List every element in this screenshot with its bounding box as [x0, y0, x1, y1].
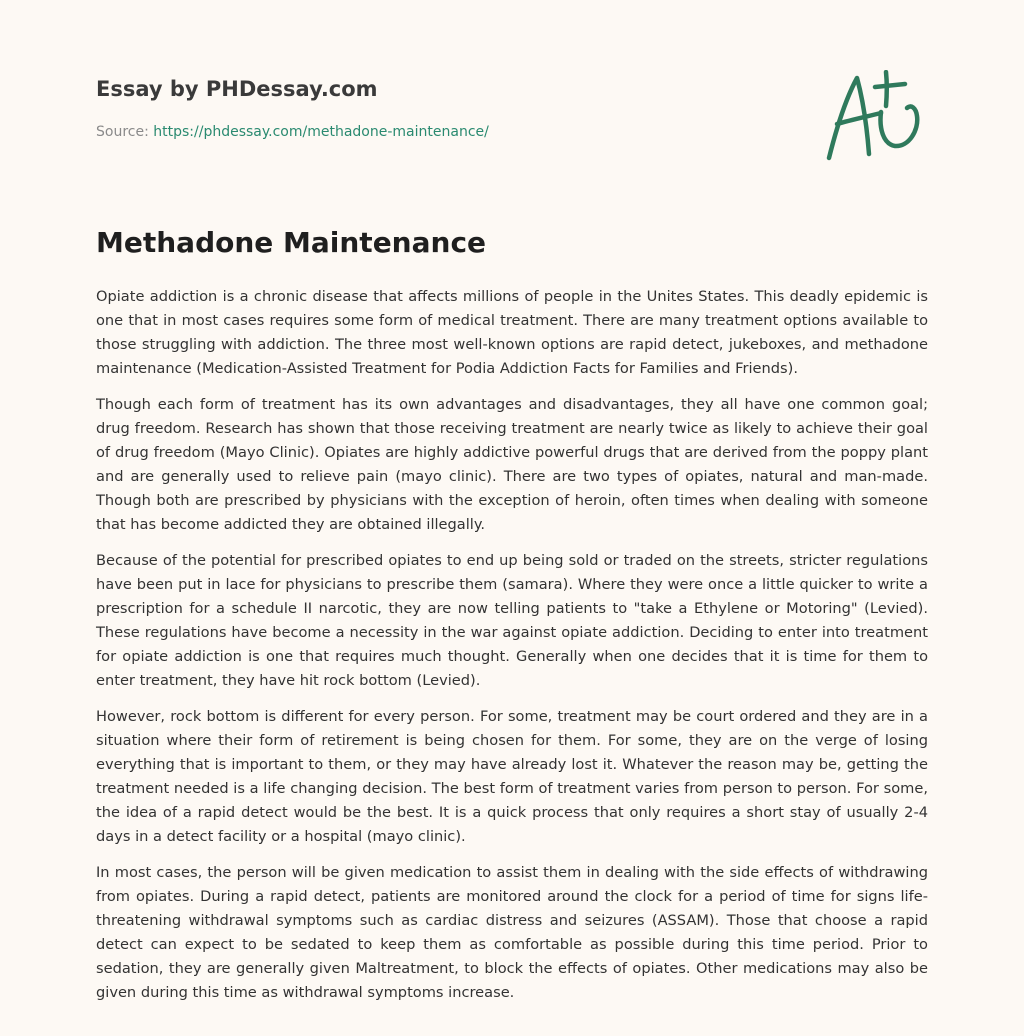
a-plus-grade-icon — [823, 70, 929, 162]
essay-title: Methadone Maintenance — [96, 226, 487, 259]
essay-body — [96, 285, 928, 1017]
essay-paragraph: Though each form of treatment has its own advantages and disadvantages, they all have one common goal; drug freedom. Research has shown that those receiving treatment are nearly twice as likely to achieve their goal of drug freedom (Mayo Clinic). Opiates are highly addictive powerful drugs that are derived from the poppy plant and are generally used to relieve pain (mayo clinic). There are two types of opiates, natural and man-made. Though both are prescribed by physicians with the exception of heroin, often times when dealing with someone that has become addicted they are obtained illegally. — [96, 396, 928, 533]
essay-paragraph: In most cases, the person will be given medication to assist them in dealing with the side effects of withdrawing from opiates. During a rapid detect, patients are monitored around the clock for a period of time for signs life-threatening withdrawal symptoms such as cardiac distress and seizures (ASSAM). Those that choose a rapid detect can expect to be sedated to keep them as comfortable as possible during this time period. Prior to sedation, they are generally given Maltreatment, to block the effects of opiates. Other medications may also be given during this time as withdrawal symptoms increase. — [96, 864, 928, 1001]
source-link[interactable]: https://phdessay.com/methadone-maintenance/ — [153, 124, 489, 140]
essay-paragraph: However, rock bottom is different for every person. For some, treatment may be court ordered and they are in a situation where their form of retirement is being chosen for them. For some, they are on the verge of losing everything that is important to them, or they may have already lost it. Whatever the reason may be, getting the treatment needed is a life changing decision. The best form of treatment varies from person to person. For some, the idea of a rapid detect would be the best. It is a quick process that only requires a short stay of usually 2-4 days in a detect facility or a hospital (mayo clinic). — [96, 708, 928, 845]
source-line — [96, 124, 489, 140]
essay-paragraph: Opiate addiction is a chronic disease that affects millions of people in the Unites States. This deadly epidemic is one that in most cases requires some form of medical treatment. There are many treatment options available to those struggling with addiction. The three most well-known options are rapid detect, jukeboxes, and methadone maintenance (Medication-Assisted Treatment for Podia Addiction Facts for Families and Friends). — [96, 288, 928, 377]
essay-paragraph: Because of the potential for prescribed opiates to end up being sold or traded on the streets, stricter regulations have been put in lace for physicians to prescribe them (samara). Where they were once a little quicker to write a prescription for a schedule II narcotic, they are now telling patients to "take a Ethylene or Motoring" (Levied). These regulations have become a necessity in the war against opiate addiction. Deciding to enter into treatment for opiate addiction is one that requires much thought. Generally when one decides that it is time for them to enter treatment, they have hit rock bottom (Levied). — [96, 552, 928, 689]
site-brand: Essay by PHDessay.com — [96, 77, 378, 101]
source-label: Source: — [96, 124, 154, 140]
